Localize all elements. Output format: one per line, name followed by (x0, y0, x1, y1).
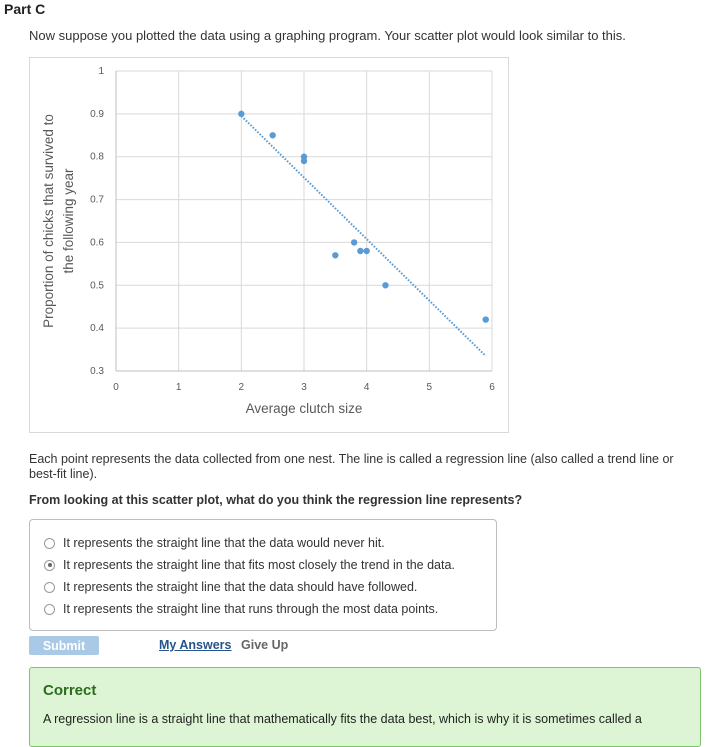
x-tick-label: 1 (175, 382, 182, 393)
submit-button[interactable]: Submit (29, 636, 99, 655)
radio-button[interactable] (44, 582, 55, 593)
y-tick-label: 0.9 (90, 108, 104, 120)
x-tick-label: 2 (238, 382, 245, 393)
data-point (301, 158, 307, 164)
y-tick-label: 1 (98, 66, 104, 77)
scatter-chart (29, 57, 509, 433)
option-label: It represents the straight line that the data would never hit. (63, 536, 385, 550)
option-should-have-followed[interactable] (44, 577, 417, 597)
x-tick-label: 5 (426, 382, 433, 393)
data-point (382, 282, 388, 288)
my-answers-link[interactable]: My Answers (159, 638, 232, 652)
x-tick-label: 3 (301, 382, 307, 393)
feedback-box (29, 667, 701, 747)
data-point (357, 248, 363, 254)
question-text: From looking at this scatter plot, what do you think the regression line represents? (29, 493, 523, 507)
y-tick-label: 0.4 (90, 323, 104, 335)
y-tick-label: 0.8 (90, 151, 104, 163)
option-never-hit[interactable] (44, 533, 385, 553)
x-tick-label: 4 (363, 382, 370, 393)
y-axis-label-line-2: the following year (61, 168, 76, 274)
option-label: It represents the straight line that fits most closely the trend in the data. (63, 558, 455, 572)
give-up-link[interactable]: Give Up (241, 638, 289, 652)
y-tick-label: 0.5 (90, 280, 104, 292)
description-text: Each point represents the data collected from one nest. The line is called a regression line (also called a trend line or best-fit line). (29, 452, 674, 481)
intro-text: Now suppose you plotted the data using a graphing program. Your scatter plot would look similar to this. (29, 28, 626, 43)
trendline (241, 116, 485, 356)
data-point (332, 252, 338, 258)
x-tick-label: 6 (489, 382, 495, 393)
data-point (351, 239, 357, 245)
option-fits-trend[interactable] (44, 555, 455, 575)
y-tick-label: 0.6 (90, 237, 104, 249)
data-point (483, 316, 489, 322)
option-label: It represents the straight line that the data should have followed. (63, 580, 418, 594)
y-tick-label: 0.7 (90, 194, 104, 206)
x-axis-label: Average clutch size (245, 401, 363, 416)
x-tick-label: 0 (113, 382, 119, 393)
radio-button[interactable] (44, 604, 55, 615)
y-axis-label-line-1: Proportion of chicks that survived to (41, 114, 56, 328)
y-tick-label: 0.3 (90, 366, 104, 377)
feedback-text: A regression line is a straight line that mathematically fits the data best, which is why it is sometimes called a (43, 712, 642, 726)
answer-options (29, 519, 497, 631)
option-label: It represents the straight line that runs through the most data points. (63, 602, 439, 616)
data-point (363, 248, 369, 254)
chart-svg (30, 58, 510, 434)
part-title: Part C (4, 1, 46, 17)
data-point (269, 132, 275, 138)
radio-button[interactable] (44, 560, 55, 571)
data-point (238, 111, 244, 117)
radio-button[interactable] (44, 538, 55, 549)
option-most-points[interactable] (44, 599, 438, 619)
feedback-title: Correct (43, 682, 97, 699)
